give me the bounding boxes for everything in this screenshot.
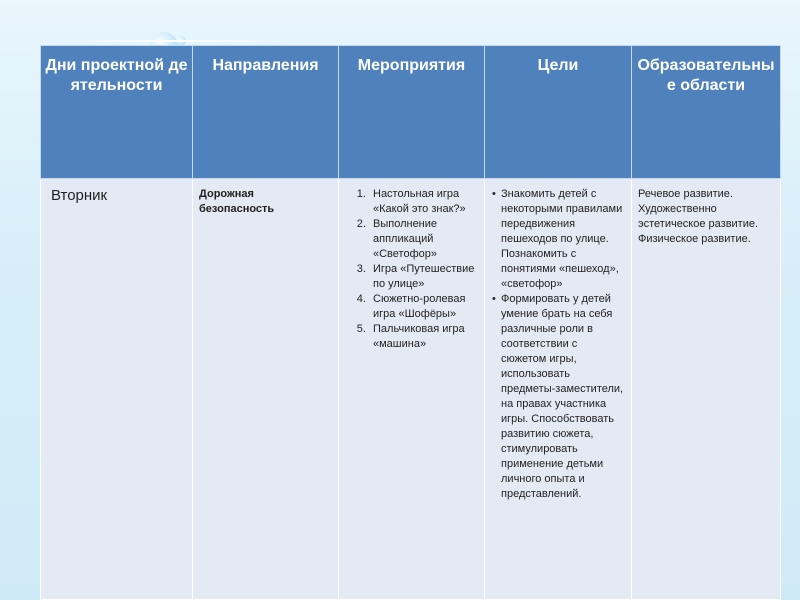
activity-item: 3. Игра «Путешествие по улице» [369,262,478,292]
area-text: Физическое развитие. [638,233,751,245]
activity-item: 5. Пальчиковая игра «машина» [369,322,478,352]
table-header-row [41,46,781,179]
direction-text: Дорожная безопасность [199,188,275,215]
header-days: Дни проектной деятельности [41,46,193,179]
header-activities: Мероприятия [339,46,485,179]
activity-item: 4. Сюжетно-ролевая игра «Шофёры» [369,292,478,322]
cell-areas [632,179,781,600]
header-directions: Направления [193,46,339,179]
goal-item: • Знакомить детей с некоторыми правилами передвижения пешеходов по улице. Познакомить с понятиями «пешеход», «светофор» [501,187,625,292]
cell-activities [339,179,485,600]
header-areas: Образовательные области [632,46,781,179]
cell-direction [193,179,339,600]
decor-light-streak [60,40,290,42]
activity-item: 2. Выполнение аппликаций «Светофор» [369,217,478,262]
goals-list [491,187,625,502]
activity-item: 1. Настольная игра «Какой это знак?» [369,187,478,217]
cell-day: Вторник [41,179,193,600]
project-table [40,45,781,600]
activities-list [345,187,478,352]
header-goals: Цели [485,46,632,179]
table-row [41,179,781,600]
area-text: Художественно эстетическое развитие. [638,203,759,230]
cell-goals [485,179,632,600]
goal-item: • Формировать у детей умение брать на себя различные роли в соответствии с сюжетом игры, использовать предметы-заместители, на правах участника игры. Способствовать развитию сюжета, стимулировать применение детьми личного опыта и представлений. [501,292,625,502]
area-text: Речевое развитие. [638,188,733,200]
